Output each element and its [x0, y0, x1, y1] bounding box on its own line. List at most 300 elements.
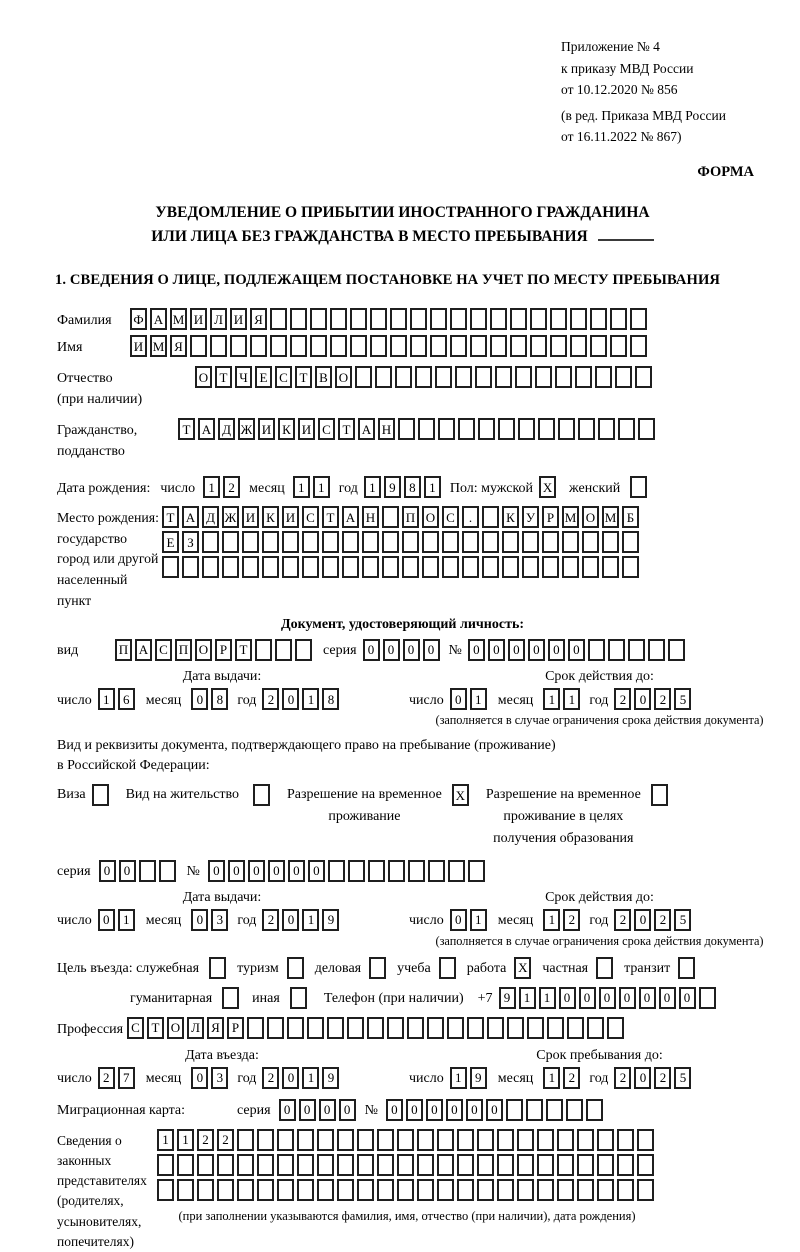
box-cell[interactable] — [588, 639, 605, 661]
box-cell[interactable] — [450, 308, 467, 330]
box-cell[interactable] — [562, 556, 579, 578]
box-cell[interactable]: 1 — [563, 688, 580, 710]
box-cell[interactable]: 0 — [508, 639, 525, 661]
box-cell[interactable] — [448, 860, 465, 882]
box-cell[interactable] — [402, 556, 419, 578]
box-cell[interactable]: 1 — [302, 688, 319, 710]
box-cell[interactable] — [617, 1129, 634, 1151]
sex-male-checkbox[interactable]: X — [539, 476, 556, 498]
box-cell[interactable]: 2 — [197, 1129, 214, 1151]
box-cell[interactable] — [368, 860, 385, 882]
box-cell[interactable] — [242, 531, 259, 553]
box-cell[interactable] — [602, 556, 619, 578]
box-cell[interactable] — [586, 1099, 603, 1121]
box-cell[interactable] — [557, 1179, 574, 1201]
box-cell[interactable]: 2 — [563, 909, 580, 931]
box-cell[interactable] — [287, 1017, 304, 1039]
box-cell[interactable] — [497, 1179, 514, 1201]
box-cell[interactable] — [428, 860, 445, 882]
box-cell[interactable]: 0 — [659, 987, 676, 1009]
box-cell[interactable] — [367, 1017, 384, 1039]
residence-issue-month[interactable] — [191, 909, 231, 931]
box-cell[interactable] — [458, 418, 475, 440]
patronymic-boxes[interactable] — [195, 366, 655, 388]
box-cell[interactable]: 1 — [543, 909, 560, 931]
box-cell[interactable]: 0 — [248, 860, 265, 882]
box-cell[interactable] — [237, 1129, 254, 1151]
box-cell[interactable] — [517, 1154, 534, 1176]
purpose-work-checkbox[interactable]: X — [514, 957, 531, 979]
box-cell[interactable] — [357, 1179, 374, 1201]
box-cell[interactable] — [277, 1154, 294, 1176]
box-cell[interactable] — [617, 1154, 634, 1176]
box-cell[interactable] — [635, 366, 652, 388]
migration-series-boxes[interactable] — [279, 1099, 359, 1121]
birth-year-boxes[interactable] — [364, 476, 444, 498]
box-cell[interactable] — [577, 1154, 594, 1176]
box-cell[interactable] — [197, 1179, 214, 1201]
box-cell[interactable] — [262, 531, 279, 553]
box-cell[interactable]: Т — [338, 418, 355, 440]
box-cell[interactable] — [442, 556, 459, 578]
box-cell[interactable] — [637, 1179, 654, 1201]
box-cell[interactable]: Т — [215, 366, 232, 388]
box-cell[interactable] — [297, 1154, 314, 1176]
box-cell[interactable] — [567, 1017, 584, 1039]
box-cell[interactable] — [275, 639, 292, 661]
box-cell[interactable] — [197, 1154, 214, 1176]
representatives-row2-boxes[interactable] — [157, 1154, 657, 1176]
box-cell[interactable] — [210, 335, 227, 357]
box-cell[interactable]: Я — [250, 308, 267, 330]
box-cell[interactable] — [182, 556, 199, 578]
box-cell[interactable] — [242, 556, 259, 578]
box-cell[interactable]: 0 — [282, 1067, 299, 1089]
box-cell[interactable] — [607, 1017, 624, 1039]
box-cell[interactable]: Л — [210, 308, 227, 330]
box-cell[interactable] — [397, 1129, 414, 1151]
stay-year[interactable] — [614, 1067, 694, 1089]
box-cell[interactable]: М — [150, 335, 167, 357]
box-cell[interactable] — [498, 418, 515, 440]
box-cell[interactable] — [450, 335, 467, 357]
box-cell[interactable]: 0 — [406, 1099, 423, 1121]
box-cell[interactable]: 2 — [614, 1067, 631, 1089]
purpose-transit-checkbox[interactable] — [678, 957, 695, 979]
box-cell[interactable]: Е — [255, 366, 272, 388]
box-cell[interactable] — [597, 1129, 614, 1151]
box-cell[interactable] — [327, 1017, 344, 1039]
box-cell[interactable]: Т — [162, 506, 179, 528]
box-cell[interactable] — [267, 1017, 284, 1039]
box-cell[interactable]: 8 — [404, 476, 421, 498]
box-cell[interactable] — [377, 1179, 394, 1201]
box-cell[interactable] — [317, 1129, 334, 1151]
box-cell[interactable] — [139, 860, 156, 882]
box-cell[interactable]: 0 — [679, 987, 696, 1009]
box-cell[interactable] — [408, 860, 425, 882]
box-cell[interactable] — [547, 1017, 564, 1039]
box-cell[interactable]: 3 — [211, 1067, 228, 1089]
box-cell[interactable]: 9 — [499, 987, 516, 1009]
box-cell[interactable] — [478, 418, 495, 440]
box-cell[interactable]: 0 — [450, 909, 467, 931]
box-cell[interactable]: 5 — [674, 1067, 691, 1089]
box-cell[interactable] — [202, 556, 219, 578]
box-cell[interactable] — [610, 308, 627, 330]
box-cell[interactable]: 0 — [634, 909, 651, 931]
box-cell[interactable] — [699, 987, 716, 1009]
box-cell[interactable]: 0 — [579, 987, 596, 1009]
residence-number-boxes[interactable] — [208, 860, 488, 882]
box-cell[interactable] — [447, 1017, 464, 1039]
identity-number-boxes[interactable] — [468, 639, 688, 661]
box-cell[interactable] — [590, 308, 607, 330]
box-cell[interactable]: Т — [295, 366, 312, 388]
box-cell[interactable]: А — [150, 308, 167, 330]
box-cell[interactable]: К — [502, 506, 519, 528]
identity-valid-month[interactable] — [543, 688, 583, 710]
box-cell[interactable]: Т — [235, 639, 252, 661]
box-cell[interactable]: И — [130, 335, 147, 357]
temp-residence-checkbox[interactable]: X — [452, 784, 469, 806]
box-cell[interactable]: К — [262, 506, 279, 528]
box-cell[interactable]: О — [422, 506, 439, 528]
box-cell[interactable] — [482, 556, 499, 578]
box-cell[interactable] — [390, 308, 407, 330]
box-cell[interactable]: 2 — [614, 688, 631, 710]
box-cell[interactable] — [435, 366, 452, 388]
box-cell[interactable] — [230, 335, 247, 357]
box-cell[interactable] — [550, 335, 567, 357]
box-cell[interactable] — [490, 308, 507, 330]
box-cell[interactable] — [526, 1099, 543, 1121]
box-cell[interactable] — [430, 335, 447, 357]
box-cell[interactable]: 0 — [383, 639, 400, 661]
box-cell[interactable]: 0 — [599, 987, 616, 1009]
box-cell[interactable] — [437, 1179, 454, 1201]
box-cell[interactable]: С — [442, 506, 459, 528]
box-cell[interactable] — [342, 531, 359, 553]
box-cell[interactable]: 0 — [288, 860, 305, 882]
box-cell[interactable] — [468, 860, 485, 882]
box-cell[interactable]: 9 — [470, 1067, 487, 1089]
box-cell[interactable] — [615, 366, 632, 388]
box-cell[interactable] — [597, 1154, 614, 1176]
box-cell[interactable]: 0 — [450, 688, 467, 710]
box-cell[interactable] — [157, 1179, 174, 1201]
box-cell[interactable]: 1 — [302, 1067, 319, 1089]
box-cell[interactable] — [307, 1017, 324, 1039]
box-cell[interactable]: 1 — [118, 909, 135, 931]
box-cell[interactable] — [430, 308, 447, 330]
box-cell[interactable] — [222, 556, 239, 578]
box-cell[interactable]: 2 — [563, 1067, 580, 1089]
box-cell[interactable]: У — [522, 506, 539, 528]
box-cell[interactable]: И — [230, 308, 247, 330]
box-cell[interactable] — [382, 531, 399, 553]
box-cell[interactable] — [578, 418, 595, 440]
box-cell[interactable]: 0 — [282, 909, 299, 931]
box-cell[interactable] — [237, 1154, 254, 1176]
box-cell[interactable] — [417, 1179, 434, 1201]
box-cell[interactable]: Ж — [238, 418, 255, 440]
box-cell[interactable] — [507, 1017, 524, 1039]
box-cell[interactable]: 5 — [674, 688, 691, 710]
box-cell[interactable] — [390, 335, 407, 357]
entry-year[interactable] — [262, 1067, 342, 1089]
box-cell[interactable]: В — [315, 366, 332, 388]
purpose-business-checkbox[interactable] — [369, 957, 386, 979]
box-cell[interactable]: 0 — [423, 639, 440, 661]
sex-female-checkbox[interactable] — [630, 476, 647, 498]
box-cell[interactable] — [382, 506, 399, 528]
box-cell[interactable]: 1 — [157, 1129, 174, 1151]
box-cell[interactable] — [530, 308, 547, 330]
box-cell[interactable] — [282, 556, 299, 578]
box-cell[interactable] — [530, 335, 547, 357]
box-cell[interactable]: 1 — [98, 688, 115, 710]
box-cell[interactable]: 0 — [486, 1099, 503, 1121]
residence-series-boxes[interactable] — [99, 860, 179, 882]
box-cell[interactable]: 0 — [363, 639, 380, 661]
box-cell[interactable]: А — [358, 418, 375, 440]
box-cell[interactable] — [437, 1154, 454, 1176]
box-cell[interactable] — [517, 1179, 534, 1201]
box-cell[interactable]: И — [190, 308, 207, 330]
box-cell[interactable] — [157, 1154, 174, 1176]
box-cell[interactable] — [577, 1129, 594, 1151]
box-cell[interactable] — [457, 1179, 474, 1201]
box-cell[interactable]: Р — [542, 506, 559, 528]
box-cell[interactable]: 8 — [322, 688, 339, 710]
box-cell[interactable]: Р — [227, 1017, 244, 1039]
box-cell[interactable] — [337, 1179, 354, 1201]
identity-issue-day[interactable] — [98, 688, 138, 710]
box-cell[interactable] — [282, 531, 299, 553]
box-cell[interactable] — [347, 1017, 364, 1039]
box-cell[interactable]: И — [242, 506, 259, 528]
box-cell[interactable]: 0 — [228, 860, 245, 882]
box-cell[interactable] — [637, 1129, 654, 1151]
box-cell[interactable] — [437, 1129, 454, 1151]
box-cell[interactable] — [602, 531, 619, 553]
box-cell[interactable] — [628, 639, 645, 661]
box-cell[interactable]: 1 — [302, 909, 319, 931]
box-cell[interactable]: О — [167, 1017, 184, 1039]
box-cell[interactable] — [517, 1129, 534, 1151]
phone-boxes[interactable] — [499, 987, 719, 1009]
box-cell[interactable]: 0 — [98, 909, 115, 931]
box-cell[interactable] — [162, 556, 179, 578]
identity-issue-month[interactable] — [191, 688, 231, 710]
box-cell[interactable]: О — [195, 366, 212, 388]
box-cell[interactable]: . — [462, 506, 479, 528]
box-cell[interactable] — [537, 1179, 554, 1201]
box-cell[interactable]: А — [198, 418, 215, 440]
box-cell[interactable]: 0 — [308, 860, 325, 882]
box-cell[interactable] — [630, 335, 647, 357]
box-cell[interactable]: 0 — [191, 1067, 208, 1089]
box-cell[interactable] — [222, 531, 239, 553]
box-cell[interactable] — [415, 366, 432, 388]
box-cell[interactable] — [562, 531, 579, 553]
box-cell[interactable]: 6 — [118, 688, 135, 710]
box-cell[interactable] — [370, 335, 387, 357]
box-cell[interactable] — [398, 418, 415, 440]
box-cell[interactable]: 2 — [654, 909, 671, 931]
box-cell[interactable] — [350, 308, 367, 330]
box-cell[interactable] — [417, 1154, 434, 1176]
box-cell[interactable] — [410, 308, 427, 330]
box-cell[interactable]: 0 — [634, 688, 651, 710]
box-cell[interactable]: 0 — [426, 1099, 443, 1121]
box-cell[interactable] — [342, 556, 359, 578]
box-cell[interactable]: Б — [622, 506, 639, 528]
box-cell[interactable] — [610, 335, 627, 357]
box-cell[interactable] — [177, 1154, 194, 1176]
box-cell[interactable] — [462, 531, 479, 553]
box-cell[interactable] — [546, 1099, 563, 1121]
stay-day[interactable] — [450, 1067, 490, 1089]
box-cell[interactable] — [668, 639, 685, 661]
box-cell[interactable] — [557, 1154, 574, 1176]
box-cell[interactable] — [387, 1017, 404, 1039]
box-cell[interactable] — [557, 1129, 574, 1151]
box-cell[interactable] — [506, 1099, 523, 1121]
box-cell[interactable] — [418, 418, 435, 440]
box-cell[interactable] — [482, 531, 499, 553]
box-cell[interactable] — [575, 366, 592, 388]
box-cell[interactable] — [377, 1154, 394, 1176]
box-cell[interactable] — [558, 418, 575, 440]
box-cell[interactable]: 0 — [568, 639, 585, 661]
box-cell[interactable] — [257, 1154, 274, 1176]
box-cell[interactable]: Ф — [130, 308, 147, 330]
box-cell[interactable] — [247, 1017, 264, 1039]
box-cell[interactable] — [618, 418, 635, 440]
box-cell[interactable]: 1 — [424, 476, 441, 498]
box-cell[interactable]: 2 — [98, 1067, 115, 1089]
box-cell[interactable] — [490, 335, 507, 357]
box-cell[interactable] — [375, 366, 392, 388]
box-cell[interactable]: 2 — [223, 476, 240, 498]
box-cell[interactable] — [310, 335, 327, 357]
box-cell[interactable]: 0 — [634, 1067, 651, 1089]
box-cell[interactable] — [470, 335, 487, 357]
stay-month[interactable] — [543, 1067, 583, 1089]
box-cell[interactable] — [566, 1099, 583, 1121]
identity-valid-year[interactable] — [614, 688, 694, 710]
box-cell[interactable] — [317, 1179, 334, 1201]
box-cell[interactable]: С — [302, 506, 319, 528]
representatives-row3-boxes[interactable] — [157, 1179, 657, 1201]
box-cell[interactable]: 1 — [450, 1067, 467, 1089]
box-cell[interactable]: Д — [202, 506, 219, 528]
box-cell[interactable] — [438, 418, 455, 440]
box-cell[interactable]: 1 — [470, 688, 487, 710]
box-cell[interactable] — [570, 308, 587, 330]
box-cell[interactable]: 0 — [282, 688, 299, 710]
box-cell[interactable]: Д — [218, 418, 235, 440]
box-cell[interactable] — [467, 1017, 484, 1039]
box-cell[interactable]: А — [135, 639, 152, 661]
box-cell[interactable] — [590, 335, 607, 357]
box-cell[interactable]: 2 — [614, 909, 631, 931]
purpose-official-checkbox[interactable] — [209, 957, 226, 979]
box-cell[interactable] — [290, 308, 307, 330]
box-cell[interactable] — [410, 335, 427, 357]
box-cell[interactable]: 9 — [384, 476, 401, 498]
identity-series-boxes[interactable] — [363, 639, 443, 661]
box-cell[interactable] — [522, 556, 539, 578]
box-cell[interactable]: А — [342, 506, 359, 528]
entry-day[interactable] — [98, 1067, 138, 1089]
purpose-tourism-checkbox[interactable] — [287, 957, 304, 979]
box-cell[interactable] — [337, 1154, 354, 1176]
box-cell[interactable]: 0 — [619, 987, 636, 1009]
doc-type-boxes[interactable] — [115, 639, 315, 661]
residence-issue-day[interactable] — [98, 909, 138, 931]
box-cell[interactable]: 0 — [119, 860, 136, 882]
box-cell[interactable] — [350, 335, 367, 357]
identity-valid-day[interactable] — [450, 688, 490, 710]
birth-day-boxes[interactable] — [203, 476, 243, 498]
box-cell[interactable]: Ч — [235, 366, 252, 388]
box-cell[interactable] — [477, 1154, 494, 1176]
box-cell[interactable]: 2 — [217, 1129, 234, 1151]
box-cell[interactable] — [322, 556, 339, 578]
box-cell[interactable]: С — [275, 366, 292, 388]
box-cell[interactable]: И — [258, 418, 275, 440]
surname-boxes[interactable] — [130, 308, 650, 330]
box-cell[interactable] — [310, 308, 327, 330]
box-cell[interactable] — [442, 531, 459, 553]
box-cell[interactable]: 0 — [466, 1099, 483, 1121]
box-cell[interactable] — [427, 1017, 444, 1039]
box-cell[interactable] — [422, 531, 439, 553]
box-cell[interactable] — [377, 1129, 394, 1151]
box-cell[interactable]: К — [278, 418, 295, 440]
box-cell[interactable]: О — [335, 366, 352, 388]
box-cell[interactable] — [457, 1129, 474, 1151]
box-cell[interactable] — [397, 1154, 414, 1176]
name-boxes[interactable] — [130, 335, 650, 357]
box-cell[interactable]: 2 — [262, 688, 279, 710]
box-cell[interactable] — [502, 531, 519, 553]
box-cell[interactable] — [297, 1129, 314, 1151]
box-cell[interactable] — [617, 1179, 634, 1201]
box-cell[interactable] — [582, 531, 599, 553]
box-cell[interactable] — [270, 308, 287, 330]
box-cell[interactable] — [542, 531, 559, 553]
box-cell[interactable] — [587, 1017, 604, 1039]
residence-valid-month[interactable] — [543, 909, 583, 931]
box-cell[interactable] — [277, 1129, 294, 1151]
box-cell[interactable] — [357, 1129, 374, 1151]
box-cell[interactable] — [177, 1179, 194, 1201]
box-cell[interactable] — [257, 1129, 274, 1151]
box-cell[interactable]: 0 — [268, 860, 285, 882]
birth-place-row1-boxes[interactable] — [162, 506, 642, 528]
box-cell[interactable] — [495, 366, 512, 388]
box-cell[interactable] — [457, 1154, 474, 1176]
box-cell[interactable] — [330, 335, 347, 357]
box-cell[interactable]: 5 — [674, 909, 691, 931]
box-cell[interactable] — [608, 639, 625, 661]
box-cell[interactable]: 0 — [468, 639, 485, 661]
box-cell[interactable] — [348, 860, 365, 882]
